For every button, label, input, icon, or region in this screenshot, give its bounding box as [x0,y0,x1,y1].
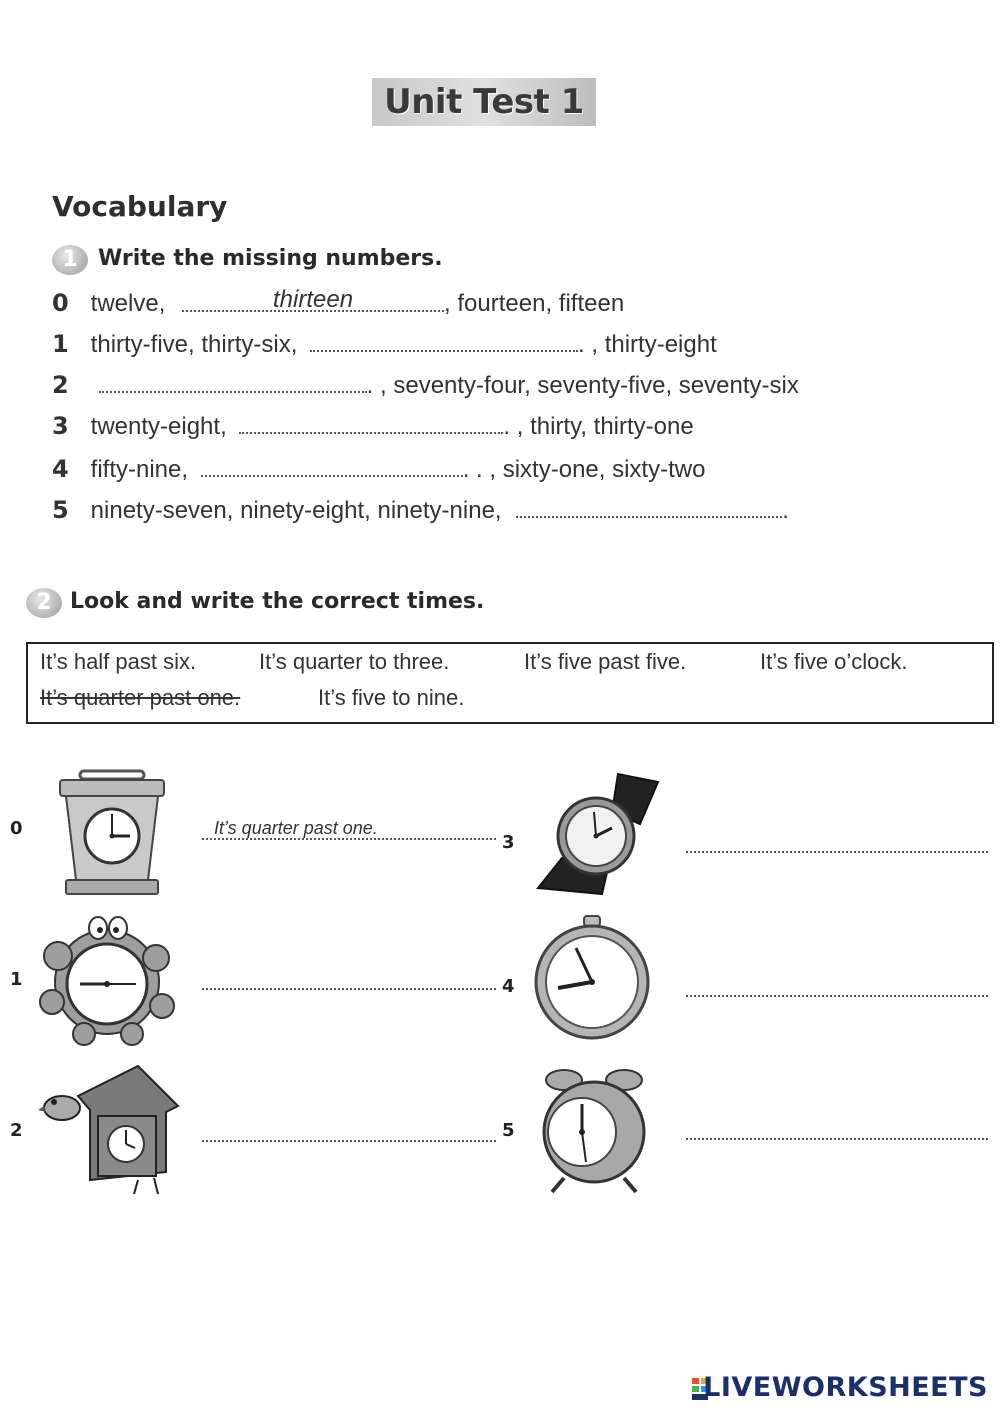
number-row-5 [52,494,789,526]
number-row-2 [52,369,799,401]
answer-blank-5[interactable] [516,494,782,518]
row-number: 1 [52,330,69,358]
phrase-option-used: It’s quarter past one. [40,685,241,710]
exercise-2-badge: 2 [26,588,62,618]
row-number: 4 [52,455,69,483]
number-row-3 [52,410,694,442]
row-number: 3 [52,412,69,440]
page-title: Unit Test 1 [384,82,584,122]
phrase-option: It’s five o’clock. [760,649,908,674]
answer-blank-4[interactable] [201,453,463,477]
example-time-answer: It’s quarter past one. [214,818,378,838]
item-number-0: 0 [10,818,23,839]
row-suffix: , fourteen, fifteen [444,290,625,317]
phrase-option: It’s half past six. [40,649,197,674]
item-number-3: 3 [502,832,515,853]
answer-line-2[interactable] [202,1140,496,1142]
row-suffix: . , seventy-four, seventy-five, seventy-six [366,372,799,399]
wall-clock-icon [532,914,652,1040]
row-prefix: twenty-eight, [90,413,227,440]
number-row-1 [52,328,717,360]
item-number-1: 1 [10,969,23,990]
answer-blank-0 [182,288,444,312]
exercise-1-badge: 1 [52,245,88,275]
example-answer: thirteen [273,286,354,313]
row-suffix: . [782,497,789,524]
answer-line-0 [202,838,496,840]
row-suffix: . , thirty, thirty-one [503,413,694,440]
row-prefix: fifty-nine, [90,456,189,483]
answer-line-1[interactable] [202,988,496,990]
phrase-option: It’s quarter to three. [259,649,450,674]
mantel-clock-icon [50,768,174,900]
row-number: 2 [52,371,69,399]
answer-line-3[interactable] [686,851,988,853]
row-suffix: . , thirty-eight [578,331,717,358]
answer-blank-1[interactable] [310,328,578,352]
alarm-clock-icon [536,1066,652,1194]
row-suffix: . . , sixty-one, sixty-two [462,456,706,483]
phrase-option: It’s five to nine. [318,685,465,710]
answer-blank-2[interactable] [99,369,367,393]
phrase-option: It’s five past five. [524,649,687,674]
wristwatch-icon [532,768,664,898]
item-number-4: 4 [502,976,515,997]
item-number-2: 2 [10,1120,23,1141]
item-number-5: 5 [502,1120,515,1141]
exercise-2-instruction: Look and write the correct times. [70,589,485,614]
row-number: 0 [52,289,69,317]
section-heading: Vocabulary [52,190,228,223]
footer-brand: LIVEWORKSHEETS [703,1372,988,1403]
number-row-4 [52,453,705,485]
row-number: 5 [52,496,69,524]
row-prefix: twelve, [90,290,166,317]
answer-line-4[interactable] [686,995,988,997]
splash-clock-icon [40,916,174,1046]
answer-blank-3[interactable] [239,410,503,434]
row-prefix: thirty-five, thirty-six, [90,331,298,358]
number-row-0 [52,287,624,319]
cuckoo-clock-icon [38,1062,180,1196]
answer-line-5[interactable] [686,1138,988,1140]
row-prefix: ninety-seven, ninety-eight, ninety-nine, [90,497,502,524]
exercise-1-instruction: Write the missing numbers. [98,246,443,271]
